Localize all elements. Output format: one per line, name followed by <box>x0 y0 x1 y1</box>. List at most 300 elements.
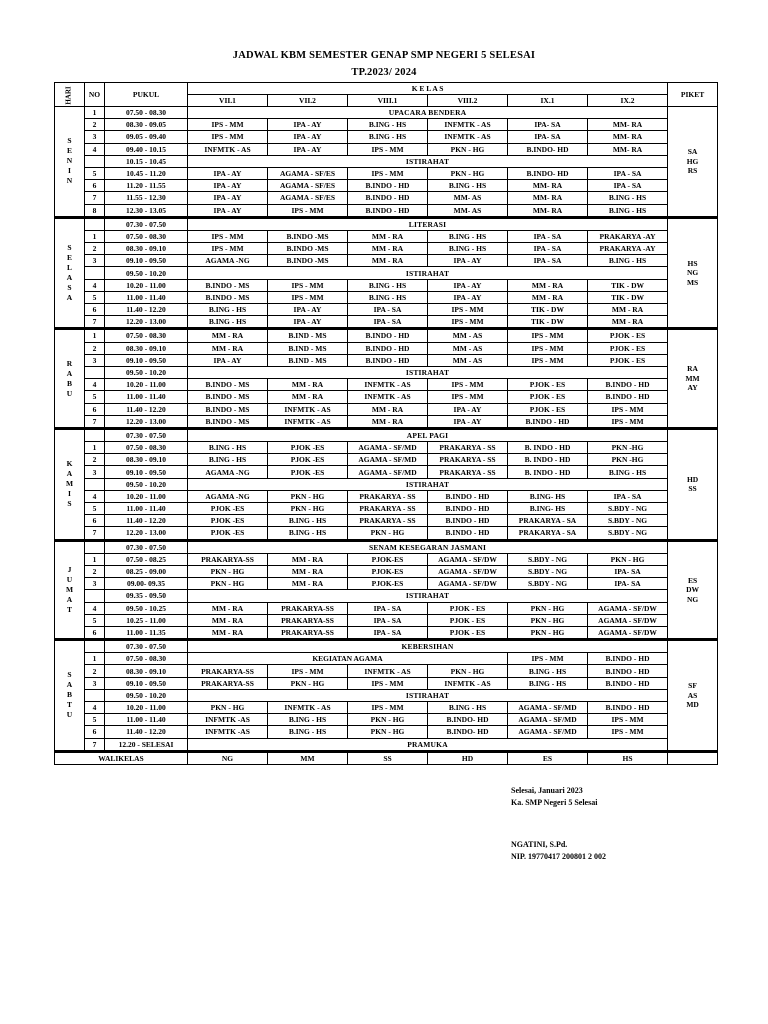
subject-cell: MM - RA <box>348 230 428 242</box>
subject-cell: S.BDY - NG <box>508 565 588 577</box>
period-number: 4 <box>85 490 105 502</box>
subject-cell: PKN - HG <box>188 702 268 714</box>
table-row <box>55 714 718 726</box>
period-number: 1 <box>85 329 105 342</box>
period-number <box>85 540 105 553</box>
table-row <box>55 640 718 653</box>
subject-cell: MM - RA <box>348 243 428 255</box>
subject-cell: PKN -HG <box>588 454 668 466</box>
hari-header: HARI <box>55 83 85 107</box>
subject-cell: B.ING - HS <box>188 316 268 329</box>
principal-name: NGATINI, S.Pd. <box>511 840 568 849</box>
activity-cell: ISTIRAHAT <box>188 267 668 279</box>
subject-cell: PRAKARYA - SA <box>508 527 588 540</box>
document-title: JADWAL KBM SEMESTER GENAP SMP NEGERI 5 SELESAI <box>232 50 536 61</box>
piket-initial: SS <box>688 484 697 494</box>
subject-cell: PKN - HG <box>188 578 268 590</box>
piket-initial: AS <box>687 690 698 700</box>
subject-cell: B.INDO -MS <box>268 230 348 242</box>
table-row <box>55 454 718 466</box>
subject-cell: S.BDY - NG <box>588 515 668 527</box>
subject-cell: IPA - AY <box>268 143 348 155</box>
piket-initial: HD <box>686 474 699 484</box>
subject-cell: MM - RA <box>188 602 268 614</box>
subject-cell: IPA - SA <box>508 230 588 242</box>
piket-cell <box>668 540 718 640</box>
activity-cell: ISTIRAHAT <box>188 155 668 167</box>
period-time: 12.20 - 13.00 <box>105 527 188 540</box>
period-time: 08.30 - 09.10 <box>105 665 188 677</box>
subject-cell: IPA - AY <box>268 119 348 131</box>
period-number <box>85 267 105 279</box>
period-time: 10.20 - 11.00 <box>105 279 188 291</box>
subject-cell: IPS - MM <box>508 354 588 366</box>
period-number: 6 <box>85 626 105 639</box>
period-number: 7 <box>85 192 105 204</box>
subject-cell: B.IND - MS <box>268 329 348 342</box>
subject-cell: MM - RA <box>188 626 268 639</box>
subject-cell: AGAMA -NG <box>188 255 268 267</box>
subject-cell: MM - RA <box>508 279 588 291</box>
subject-cell: B.ING - HS <box>188 454 268 466</box>
period-time: 08.30 - 09.10 <box>105 243 188 255</box>
subject-cell: S.BDY - NG <box>508 553 588 565</box>
subject-cell: IPA - AY <box>428 403 508 415</box>
subject-cell: IPS - MM <box>428 391 508 403</box>
subject-cell: PRAKARYA -AY <box>588 243 668 255</box>
subject-cell: INFMTK -AS <box>188 714 268 726</box>
period-time: 09.50 - 10.20 <box>105 267 188 279</box>
subject-cell: B.ING- HS <box>508 503 588 515</box>
subject-cell: IPA - AY <box>428 255 508 267</box>
subject-cell: S.BDY - NG <box>588 527 668 540</box>
period-number: 4 <box>85 143 105 155</box>
subject-cell: IPS - MM <box>268 279 348 291</box>
day-letter: T <box>66 700 72 710</box>
activity-cell: ISTIRAHAT <box>188 366 668 378</box>
subject-cell: B.INDO - HD <box>428 515 508 527</box>
period-number <box>85 217 105 230</box>
period-time: 11.00 - 11.40 <box>105 291 188 303</box>
subject-cell: MM - RA <box>268 379 348 391</box>
walikelas-row <box>55 751 718 764</box>
day-letter: A <box>66 469 73 479</box>
table-row <box>55 689 718 701</box>
piket-cell <box>668 217 718 329</box>
subject-cell: MM - AS <box>428 354 508 366</box>
day-letter: S <box>67 499 72 509</box>
table-row <box>55 590 718 602</box>
period-time: 12.20 - SELESAI <box>105 738 188 751</box>
period-number: 1 <box>85 230 105 242</box>
subject-cell: IPA- SA <box>588 565 668 577</box>
period-time: 10.20 - 11.00 <box>105 702 188 714</box>
subject-cell: B.INDO - HD <box>428 503 508 515</box>
period-time: 07.50 - 08.30 <box>105 442 188 454</box>
subject-cell: MM- RA <box>508 204 588 217</box>
subject-cell: B.ING - HS <box>268 527 348 540</box>
table-row <box>55 354 718 366</box>
table-row <box>55 192 718 204</box>
period-number: 5 <box>85 167 105 179</box>
subject-cell: AGAMA - SF/MD <box>508 702 588 714</box>
period-number: 7 <box>85 738 105 751</box>
day-name-cell <box>55 540 85 640</box>
place-date: Selesai, Januari 2023 <box>511 786 583 795</box>
day-letter: A <box>66 273 73 283</box>
table-row <box>55 107 718 119</box>
day-name-cell <box>55 329 85 429</box>
subject-cell: INFMTK - AS <box>268 702 348 714</box>
subject-cell: B.INDO- HD <box>428 726 508 738</box>
class-header-1: VII.1 <box>188 95 268 107</box>
subject-cell: IPS - MM <box>348 167 428 179</box>
subject-cell: PKN - HG <box>348 726 428 738</box>
subject-cell: IPA - SA <box>348 602 428 614</box>
subject-cell: AGAMA - SF/MD <box>508 726 588 738</box>
schedule-table <box>54 82 718 765</box>
piket-initial: AY <box>687 383 698 393</box>
day-name-cell <box>55 428 85 540</box>
piket-cell <box>668 640 718 752</box>
subject-cell: IPA - AY <box>188 167 268 179</box>
subject-cell: IPS - MM <box>188 230 268 242</box>
subject-cell: PRAKARYA-SS <box>188 553 268 565</box>
subject-cell: IPA - SA <box>508 243 588 255</box>
table-row <box>55 316 718 329</box>
subject-cell: IPA- SA <box>508 119 588 131</box>
subject-cell: IPA - SA <box>348 316 428 329</box>
period-number: 2 <box>85 665 105 677</box>
subject-cell: AGAMA - SF/MD <box>348 454 428 466</box>
period-number: 5 <box>85 503 105 515</box>
subject-cell: B. INDO - HD <box>508 466 588 478</box>
table-row <box>55 602 718 614</box>
subject-cell: B.ING - HS <box>188 304 268 316</box>
period-number <box>85 689 105 701</box>
day-letter: A <box>66 594 73 604</box>
subject-cell: B.INDO - HD <box>348 342 428 354</box>
period-time: 09.05 - 09.40 <box>105 131 188 143</box>
subject-cell: S.BDY - NG <box>508 578 588 590</box>
table-row <box>55 155 718 167</box>
period-time: 08.25 - 09.00 <box>105 565 188 577</box>
subject-cell: PJOK - ES <box>428 626 508 639</box>
period-time: 07.50 - 08.30 <box>105 329 188 342</box>
table-row <box>55 180 718 192</box>
period-number: 5 <box>85 614 105 626</box>
subject-cell: MM - RA <box>268 553 348 565</box>
subject-cell: AGAMA - SF/ES <box>268 192 348 204</box>
subject-cell: INFMTK -AS <box>188 726 268 738</box>
period-time: 11.40 - 12.20 <box>105 726 188 738</box>
subject-cell: IPS - MM <box>428 379 508 391</box>
activity-cell: LITERASI <box>188 217 668 230</box>
day-letter: M <box>65 584 74 594</box>
day-letter: N <box>66 176 73 186</box>
subject-cell: IPA - AY <box>428 415 508 428</box>
subject-cell: INFMTK - AS <box>428 119 508 131</box>
subject-cell: PKN - HG <box>268 490 348 502</box>
period-number: 4 <box>85 602 105 614</box>
table-row <box>55 478 718 490</box>
walikelas-empty <box>668 751 718 764</box>
piket-cell <box>668 329 718 429</box>
subject-cell: PKN - HG <box>348 527 428 540</box>
subject-cell: AGAMA - SF/DW <box>588 602 668 614</box>
table-row <box>55 490 718 502</box>
subject-cell: IPA - AY <box>268 316 348 329</box>
piket-initial: MM <box>685 373 700 383</box>
period-time: 09.10 - 09.50 <box>105 677 188 689</box>
day-letter: B <box>66 378 72 388</box>
period-number <box>85 428 105 441</box>
table-row <box>55 167 718 179</box>
subject-cell: AGAMA - SF/DW <box>428 553 508 565</box>
table-row <box>55 614 718 626</box>
period-number: 6 <box>85 304 105 316</box>
table-row <box>55 466 718 478</box>
period-time: 12.20 - 13.00 <box>105 316 188 329</box>
period-number: 5 <box>85 291 105 303</box>
subject-cell: PRAKARYA - SS <box>348 490 428 502</box>
subject-cell: PKN - HG <box>588 553 668 565</box>
table-row <box>55 217 718 230</box>
period-time: 09.00- 09.35 <box>105 578 188 590</box>
subject-cell: PRAKARYA-SS <box>188 677 268 689</box>
walikelas-value: HS <box>588 751 668 764</box>
subject-cell: PJOK-ES <box>348 565 428 577</box>
subject-cell: PKN - HG <box>428 167 508 179</box>
subject-cell: IPS - MM <box>268 665 348 677</box>
period-number: 1 <box>85 442 105 454</box>
subject-cell: B.INDO - HD <box>348 354 428 366</box>
subject-cell: PJOK -ES <box>268 466 348 478</box>
subject-cell: PKN - HG <box>508 602 588 614</box>
subject-cell: B.INDO - HD <box>588 379 668 391</box>
table-row <box>55 267 718 279</box>
subject-cell: PJOK - ES <box>508 379 588 391</box>
period-time: 07.30 - 07.50 <box>105 428 188 441</box>
subject-cell: B.INDO - HD <box>588 665 668 677</box>
subject-cell: PJOK - ES <box>588 354 668 366</box>
subject-cell: PRAKARYA-SS <box>188 665 268 677</box>
activity-cell: UPACARA BENDERA <box>188 107 668 119</box>
table-row <box>55 291 718 303</box>
day-letter: S <box>67 283 72 293</box>
subject-cell: PKN - HG <box>268 677 348 689</box>
subject-cell: B. INDO - HD <box>508 454 588 466</box>
period-number <box>85 590 105 602</box>
class-header-3: VIII.1 <box>348 95 428 107</box>
day-letter: B <box>66 690 72 700</box>
subject-cell: B.ING - HS <box>268 726 348 738</box>
subject-cell: B.INDO - HD <box>508 415 588 428</box>
day-letter: E <box>66 253 72 263</box>
subject-cell: PRAKARYA - SS <box>348 503 428 515</box>
period-number: 4 <box>85 279 105 291</box>
subject-cell: IPA - SA <box>348 626 428 639</box>
period-number: 3 <box>85 255 105 267</box>
period-time: 09.40 - 10.15 <box>105 143 188 155</box>
subject-cell: PKN - HG <box>348 714 428 726</box>
piket-initial: SA <box>687 147 698 157</box>
table-row <box>55 442 718 454</box>
subject-cell: AGAMA - SF/MD <box>508 714 588 726</box>
day-letter: U <box>66 388 73 398</box>
subject-cell: IPA - AY <box>188 354 268 366</box>
period-number: 4 <box>85 702 105 714</box>
subject-cell: MM - RA <box>588 316 668 329</box>
piket-initial: HG <box>686 156 699 166</box>
subject-cell: MM - RA <box>348 255 428 267</box>
subject-cell: B.INDO- HD <box>508 143 588 155</box>
subject-cell: PJOK - ES <box>508 391 588 403</box>
subject-cell: PJOK - ES <box>428 614 508 626</box>
subject-cell: B.INDO - MS <box>188 415 268 428</box>
subject-cell: PRAKARYA - SA <box>508 515 588 527</box>
subject-cell: PRAKARYA-SS <box>268 602 348 614</box>
subject-cell: PRAKARYA - SS <box>348 515 428 527</box>
subject-cell: IPS - MM <box>348 143 428 155</box>
subject-cell: B.INDO- HD <box>508 167 588 179</box>
subject-cell: B.ING - HS <box>588 192 668 204</box>
subject-cell: PJOK -ES <box>268 442 348 454</box>
period-time: 07.30 - 07.50 <box>105 540 188 553</box>
principal-nip: NIP. 19770417 200801 2 002 <box>511 852 607 861</box>
period-time: 11.20 - 11.55 <box>105 180 188 192</box>
table-row <box>55 403 718 415</box>
subject-cell: PRAKARYA - SS <box>428 466 508 478</box>
subject-cell: MM - RA <box>268 391 348 403</box>
piket-initial: RS <box>687 166 698 176</box>
piket-initial: MD <box>686 700 699 710</box>
subject-cell: IPS - MM <box>268 291 348 303</box>
subject-cell: MM - RA <box>588 304 668 316</box>
subject-cell: AGAMA - SF/MD <box>348 466 428 478</box>
table-row <box>55 540 718 553</box>
subject-cell: MM - AS <box>428 342 508 354</box>
period-number: 2 <box>85 565 105 577</box>
subject-cell: B.INDO - HD <box>348 329 428 342</box>
day-letter: J <box>67 564 72 574</box>
subject-cell: MM- AS <box>428 204 508 217</box>
period-time: 10.15 - 10.45 <box>105 155 188 167</box>
subject-cell: AGAMA - SF/ES <box>268 167 348 179</box>
subject-cell: MM- RA <box>588 143 668 155</box>
walikelas-value: SS <box>348 751 428 764</box>
table-row <box>55 342 718 354</box>
subject-cell: PJOK-ES <box>348 553 428 565</box>
day-letter: U <box>66 710 73 720</box>
subject-cell: PJOK -ES <box>188 503 268 515</box>
period-number: 7 <box>85 316 105 329</box>
table-row <box>55 428 718 441</box>
walikelas-value: NG <box>188 751 268 764</box>
day-letter: A <box>66 680 73 690</box>
subject-cell: MM- AS <box>428 192 508 204</box>
day-letter: S <box>67 670 72 680</box>
subject-cell: PRAKARYA - SS <box>428 442 508 454</box>
table-row <box>55 230 718 242</box>
subject-cell: IPS - MM <box>588 415 668 428</box>
piket-cell <box>668 107 718 218</box>
activity-cell: APEL PAGI <box>188 428 668 441</box>
day-letter: K <box>66 459 73 469</box>
subject-cell: PKN - HG <box>428 665 508 677</box>
pukul-header: PUKUL <box>105 83 188 107</box>
period-number: 4 <box>85 379 105 391</box>
period-time: 07.50 - 08.30 <box>105 230 188 242</box>
table-row <box>55 515 718 527</box>
period-number: 6 <box>85 180 105 192</box>
subject-cell: B.ING - HS <box>588 255 668 267</box>
period-number: 5 <box>85 714 105 726</box>
subject-cell: MM - AS <box>428 329 508 342</box>
period-number: 2 <box>85 119 105 131</box>
table-row <box>55 391 718 403</box>
subject-cell: INFMTK - AS <box>188 143 268 155</box>
piket-initial: MS <box>686 277 699 287</box>
period-time: 07.50 - 08.30 <box>105 653 188 665</box>
table-row <box>55 726 718 738</box>
subject-cell: IPA - AY <box>188 180 268 192</box>
subject-cell: PKN - HG <box>268 503 348 515</box>
activity-cell: KEGIATAN AGAMA <box>188 653 508 665</box>
subject-cell: INFMTK - AS <box>348 665 428 677</box>
period-number <box>85 155 105 167</box>
subject-cell: B.INDO - HD <box>588 391 668 403</box>
period-time: 11.55 - 12.30 <box>105 192 188 204</box>
subject-cell: MM- RA <box>508 180 588 192</box>
period-time: 09.50 - 10.20 <box>105 478 188 490</box>
period-time: 09.10 - 09.50 <box>105 354 188 366</box>
period-number: 6 <box>85 726 105 738</box>
day-letter: A <box>66 293 73 303</box>
day-letter: R <box>66 358 73 368</box>
period-time: 08.30 - 09.10 <box>105 342 188 354</box>
day-letter: L <box>66 263 72 273</box>
subject-cell: MM - RA <box>348 403 428 415</box>
subject-cell: IPS - MM <box>508 329 588 342</box>
period-time: 09.50 - 10.25 <box>105 602 188 614</box>
subject-cell: B.ING - HS <box>428 243 508 255</box>
table-row <box>55 119 718 131</box>
period-number: 3 <box>85 131 105 143</box>
subject-cell: INFMTK - AS <box>348 391 428 403</box>
walikelas-value: MM <box>268 751 348 764</box>
subject-cell: AGAMA - SF/MD <box>348 442 428 454</box>
schedule-body <box>55 83 718 765</box>
period-number: 7 <box>85 527 105 540</box>
period-time: 09.35 - 09.50 <box>105 590 188 602</box>
activity-cell: PRAMUKA <box>188 738 668 751</box>
subject-cell: PKN - HG <box>188 565 268 577</box>
subject-cell: TIK - DW <box>588 279 668 291</box>
activity-cell: ISTIRAHAT <box>188 689 668 701</box>
period-number: 6 <box>85 515 105 527</box>
subject-cell: PKN -HG <box>588 442 668 454</box>
period-time: 09.10 - 09.50 <box>105 466 188 478</box>
subject-cell: IPA- SA <box>588 578 668 590</box>
period-number: 7 <box>85 415 105 428</box>
academic-year: TP.2023/ 2024 <box>351 67 417 78</box>
period-time: 10.25 - 11.00 <box>105 614 188 626</box>
subject-cell: B.INDO - HD <box>428 490 508 502</box>
period-time: 07.50 - 08.30 <box>105 107 188 119</box>
subject-cell: IPA- SA <box>508 131 588 143</box>
subject-cell: B.ING - HS <box>348 279 428 291</box>
